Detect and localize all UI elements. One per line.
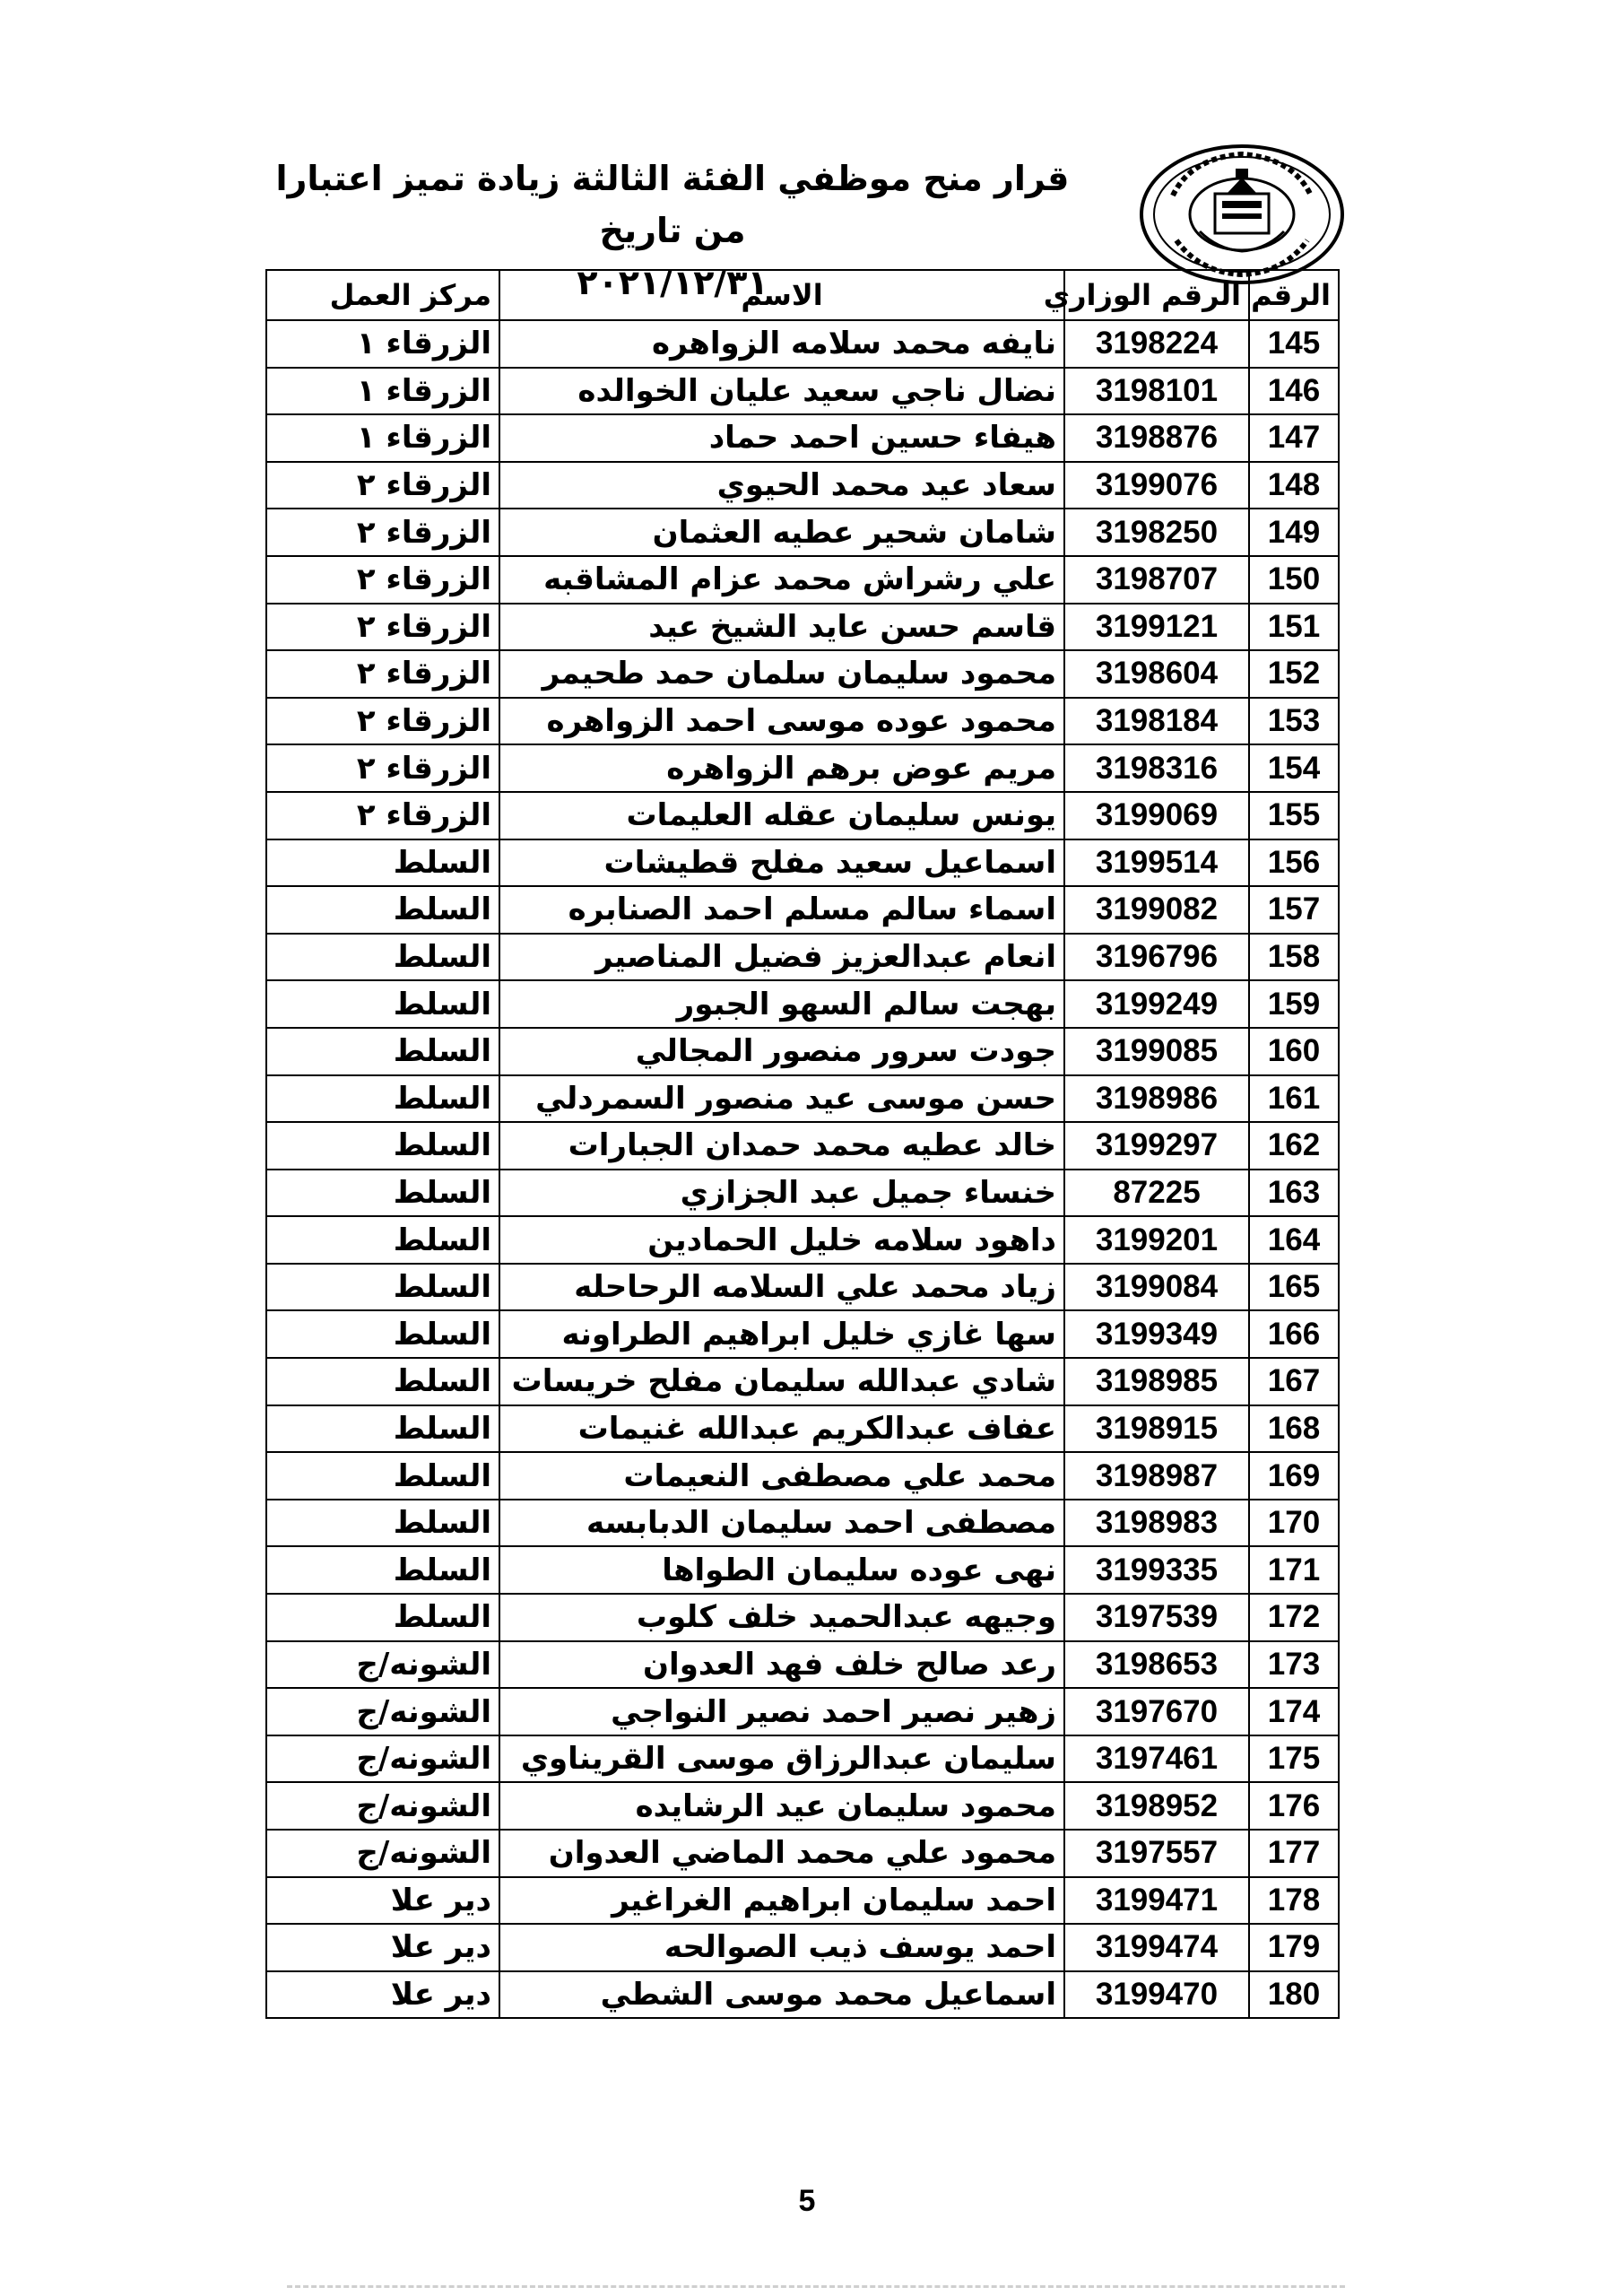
table-row <box>266 414 1339 462</box>
table-row <box>266 1310 1339 1358</box>
table-row <box>266 1170 1339 1217</box>
cell-no: 171 <box>1249 1546 1339 1594</box>
page-number: 5 <box>798 2184 816 2218</box>
cell-ministerial-no: 3198915 <box>1064 1405 1249 1453</box>
cell-no: 156 <box>1249 839 1339 887</box>
cell-no: 160 <box>1249 1028 1339 1075</box>
table-row <box>266 792 1339 839</box>
table-row <box>266 1971 1339 2019</box>
cell-no: 166 <box>1249 1310 1339 1358</box>
cell-workplace: الزرقاء ١ <box>266 414 499 462</box>
cell-name: سعاد عيد محمد الحيوي <box>499 462 1064 509</box>
cell-workplace: السلط <box>266 1264 499 1311</box>
cell-no: 163 <box>1249 1170 1339 1217</box>
cell-name: هيفاء حسين احمد حماد <box>499 414 1064 462</box>
cell-name: زهير نصير احمد نصير النواجي <box>499 1688 1064 1735</box>
cell-workplace: السلط <box>266 1028 499 1075</box>
cell-name: نضال ناجي سعيد عليان الخوالده <box>499 368 1064 415</box>
cell-workplace: السلط <box>266 1452 499 1500</box>
cell-ministerial-no: 3197539 <box>1064 1594 1249 1641</box>
cell-no: 179 <box>1249 1924 1339 1971</box>
cell-ministerial-no: 3198707 <box>1064 556 1249 604</box>
table-row <box>266 1830 1339 1877</box>
cell-name: اسماعيل سعيد مفلح قطيشات <box>499 839 1064 887</box>
cell-name: محمد علي مصطفى النعيمات <box>499 1452 1064 1500</box>
cell-workplace: الشونه/ج <box>266 1830 499 1877</box>
table-row <box>266 556 1339 604</box>
cell-no: 159 <box>1249 980 1339 1028</box>
cell-workplace: دير علا <box>266 1924 499 1971</box>
cell-no: 173 <box>1249 1641 1339 1689</box>
cell-workplace: الزرقاء ٢ <box>266 698 499 745</box>
cell-name: شادي عبدالله سليمان مفلح خريسات <box>499 1358 1064 1405</box>
table-row <box>266 1877 1339 1925</box>
cell-no: 157 <box>1249 886 1339 934</box>
cell-ministerial-no: 3198101 <box>1064 368 1249 415</box>
header-ministerial-no: الرقم الوزاري <box>1064 270 1249 320</box>
cell-workplace: الزرقاء ٢ <box>266 556 499 604</box>
table-row <box>266 1546 1339 1594</box>
cell-workplace: السلط <box>266 1594 499 1641</box>
cell-workplace: الزرقاء ٢ <box>266 509 499 556</box>
table-row <box>266 1028 1339 1075</box>
cell-name: خالد عطيه محمد حمدان الجبارات <box>499 1122 1064 1170</box>
cell-name: يونس سليمان عقله العليمات <box>499 792 1064 839</box>
cell-name: رعد صالح خلف فهد العدوان <box>499 1641 1064 1689</box>
table-row <box>266 1075 1339 1123</box>
cell-workplace: الزرقاء ٢ <box>266 650 499 698</box>
cell-no: 158 <box>1249 934 1339 981</box>
cell-name: محمود سليمان سلمان حمد طحيمر <box>499 650 1064 698</box>
cell-workplace: السلط <box>266 886 499 934</box>
cell-name: خنساء جميل عبد الجزازي <box>499 1170 1064 1217</box>
cell-workplace: السلط <box>266 1216 499 1264</box>
cell-ministerial-no: 3199121 <box>1064 604 1249 651</box>
table-row <box>266 744 1339 792</box>
cell-no: 165 <box>1249 1264 1339 1311</box>
cell-name: وجيهه عبدالحميد خلف كلوب <box>499 1594 1064 1641</box>
cell-workplace: الزرقاء ٢ <box>266 744 499 792</box>
cell-name: اسماء سالم مسلم احمد الصنابره <box>499 886 1064 934</box>
cell-ministerial-no: 3199201 <box>1064 1216 1249 1264</box>
cell-ministerial-no: 3199076 <box>1064 462 1249 509</box>
cell-ministerial-no: 3199474 <box>1064 1924 1249 1971</box>
cell-no: 164 <box>1249 1216 1339 1264</box>
cell-no: 146 <box>1249 368 1339 415</box>
cell-workplace: دير علا <box>266 1971 499 2019</box>
cell-workplace: الزرقاء ١ <box>266 368 499 415</box>
cell-no: 151 <box>1249 604 1339 651</box>
cell-no: 149 <box>1249 509 1339 556</box>
cell-name: جودت سرور منصور المجالي <box>499 1028 1064 1075</box>
cell-no: 162 <box>1249 1122 1339 1170</box>
cell-no: 174 <box>1249 1688 1339 1735</box>
cell-ministerial-no: 3198876 <box>1064 414 1249 462</box>
cell-workplace: السلط <box>266 1075 499 1123</box>
cell-no: 155 <box>1249 792 1339 839</box>
cell-workplace: دير علا <box>266 1877 499 1925</box>
cell-no: 170 <box>1249 1500 1339 1547</box>
table-row <box>266 1358 1339 1405</box>
cell-no: 168 <box>1249 1405 1339 1453</box>
cell-name: احمد سليمان ابراهيم الغراغير <box>499 1877 1064 1925</box>
table-row <box>266 1264 1339 1311</box>
table-row <box>266 1594 1339 1641</box>
table-row <box>266 650 1339 698</box>
cell-ministerial-no: 3199335 <box>1064 1546 1249 1594</box>
header-no: الرقم <box>1249 270 1339 320</box>
table-row <box>266 1216 1339 1264</box>
table-row <box>266 320 1339 368</box>
cell-ministerial-no: 3198653 <box>1064 1641 1249 1689</box>
table-row <box>266 886 1339 934</box>
cell-name: انعام عبدالعزيز فضيل المناصير <box>499 934 1064 981</box>
cell-workplace: الزرقاء ٢ <box>266 462 499 509</box>
cell-ministerial-no: 3197557 <box>1064 1830 1249 1877</box>
cell-name: نهى عوده سليمان الطواها <box>499 1546 1064 1594</box>
cell-ministerial-no: 3198316 <box>1064 744 1249 792</box>
cell-ministerial-no: 3198224 <box>1064 320 1249 368</box>
cell-workplace: السلط <box>266 839 499 887</box>
table-row <box>266 604 1339 651</box>
table-row <box>266 1641 1339 1689</box>
cell-no: 154 <box>1249 744 1339 792</box>
table-header-row <box>266 270 1339 320</box>
cell-ministerial-no: 3196796 <box>1064 934 1249 981</box>
employees-table <box>265 269 1340 2019</box>
cell-workplace: السلط <box>266 1358 499 1405</box>
table-row <box>266 1735 1339 1783</box>
cell-name: اسماعيل محمد موسى الشطي <box>499 1971 1064 2019</box>
table-row <box>266 368 1339 415</box>
cell-no: 152 <box>1249 650 1339 698</box>
cell-ministerial-no: 3199249 <box>1064 980 1249 1028</box>
table-row <box>266 839 1339 887</box>
title-line-1: قرار منح موظفي الفئة الثالثة زيادة تميز اعتبارا من تاريخ <box>275 159 1070 250</box>
table-row <box>266 1405 1339 1453</box>
cell-ministerial-no: 3199084 <box>1064 1264 1249 1311</box>
cell-ministerial-no: 3199470 <box>1064 1971 1249 2019</box>
cell-no: 150 <box>1249 556 1339 604</box>
cell-ministerial-no: 3198986 <box>1064 1075 1249 1123</box>
seal-logo-icon <box>1137 142 1347 287</box>
cell-no: 176 <box>1249 1782 1339 1830</box>
cell-ministerial-no: 3198985 <box>1064 1358 1249 1405</box>
cell-workplace: السلط <box>266 1122 499 1170</box>
cell-workplace: الزرقاء ٢ <box>266 604 499 651</box>
cell-ministerial-no: 3199514 <box>1064 839 1249 887</box>
table-row <box>266 698 1339 745</box>
cell-workplace: الشونه/ج <box>266 1735 499 1783</box>
table-row <box>266 1688 1339 1735</box>
table-row <box>266 1122 1339 1170</box>
cell-workplace: الشونه/ج <box>266 1688 499 1735</box>
cell-ministerial-no: 3199297 <box>1064 1122 1249 1170</box>
table-row <box>266 1924 1339 1971</box>
header-workplace: مركز العمل <box>266 270 499 320</box>
cell-workplace: السلط <box>266 980 499 1028</box>
cell-no: 145 <box>1249 320 1339 368</box>
cell-name: زياد محمد علي السلامه الرحاحله <box>499 1264 1064 1311</box>
scan-edge-divider <box>287 2285 1345 2288</box>
cell-ministerial-no: 3198987 <box>1064 1452 1249 1500</box>
table-row <box>266 1452 1339 1500</box>
cell-name: بهجت سالم السهو الجبور <box>499 980 1064 1028</box>
cell-name: محمود علي محمد الماضي العدوان <box>499 1830 1064 1877</box>
cell-name: مصطفى احمد سليمان الدبابسه <box>499 1500 1064 1547</box>
cell-name: نايفه محمد سلامه الزواهره <box>499 320 1064 368</box>
cell-name: سها غازي خليل ابراهيم الطراونه <box>499 1310 1064 1358</box>
cell-no: 175 <box>1249 1735 1339 1783</box>
title-line-2: ٢٠٢١/١٢/٣١ <box>577 263 768 302</box>
cell-ministerial-no: 3199085 <box>1064 1028 1249 1075</box>
cell-no: 153 <box>1249 698 1339 745</box>
cell-workplace: الزرقاء ٢ <box>266 792 499 839</box>
cell-name: علي رشراش محمد عزام المشاقبه <box>499 556 1064 604</box>
cell-workplace: السلط <box>266 1500 499 1547</box>
cell-name: محمود سليمان عيد الرشايده <box>499 1782 1064 1830</box>
cell-ministerial-no: 3198983 <box>1064 1500 1249 1547</box>
cell-no: 161 <box>1249 1075 1339 1123</box>
cell-workplace: السلط <box>266 1170 499 1217</box>
header-name: الاسم <box>499 270 1064 320</box>
cell-ministerial-no: 3199082 <box>1064 886 1249 934</box>
cell-name: سليمان عبدالرزاق موسى القريناوي <box>499 1735 1064 1783</box>
cell-ministerial-no: 3198604 <box>1064 650 1249 698</box>
cell-name: مريم عوض برهم الزواهره <box>499 744 1064 792</box>
table-row <box>266 509 1339 556</box>
cell-name: عفاف عبدالكريم عبدالله غنيمات <box>499 1405 1064 1453</box>
table-row <box>266 934 1339 981</box>
table-row <box>266 1782 1339 1830</box>
cell-workplace: السلط <box>266 1405 499 1453</box>
cell-workplace: الشونه/ج <box>266 1641 499 1689</box>
cell-name: حسن موسى عيد منصور السمردلي <box>499 1075 1064 1123</box>
cell-workplace: السلط <box>266 934 499 981</box>
cell-name: محمود عوده موسى احمد الزواهره <box>499 698 1064 745</box>
cell-name: قاسم حسن عايد الشيخ عيد <box>499 604 1064 651</box>
cell-no: 167 <box>1249 1358 1339 1405</box>
cell-no: 180 <box>1249 1971 1339 2019</box>
cell-name: شامان شحير عطيه العثمان <box>499 509 1064 556</box>
cell-no: 178 <box>1249 1877 1339 1925</box>
cell-name: داهود سلامه خليل الحمادين <box>499 1216 1064 1264</box>
cell-no: 147 <box>1249 414 1339 462</box>
cell-workplace: الشونه/ج <box>266 1782 499 1830</box>
cell-name: احمد يوسف ذيب الصوالحه <box>499 1924 1064 1971</box>
table-row <box>266 1500 1339 1547</box>
cell-ministerial-no: 3199471 <box>1064 1877 1249 1925</box>
cell-ministerial-no: 3198250 <box>1064 509 1249 556</box>
cell-no: 169 <box>1249 1452 1339 1500</box>
cell-workplace: السلط <box>266 1546 499 1594</box>
cell-workplace: الزرقاء ١ <box>266 320 499 368</box>
cell-ministerial-no: 3198952 <box>1064 1782 1249 1830</box>
table-row <box>266 462 1339 509</box>
cell-no: 177 <box>1249 1830 1339 1877</box>
cell-ministerial-no: 3197670 <box>1064 1688 1249 1735</box>
cell-ministerial-no: 3199069 <box>1064 792 1249 839</box>
cell-ministerial-no: 87225 <box>1064 1170 1249 1217</box>
cell-no: 148 <box>1249 462 1339 509</box>
table-row <box>266 980 1339 1028</box>
cell-ministerial-no: 3198184 <box>1064 698 1249 745</box>
cell-ministerial-no: 3197461 <box>1064 1735 1249 1783</box>
cell-ministerial-no: 3199349 <box>1064 1310 1249 1358</box>
cell-workplace: السلط <box>266 1310 499 1358</box>
cell-no: 172 <box>1249 1594 1339 1641</box>
